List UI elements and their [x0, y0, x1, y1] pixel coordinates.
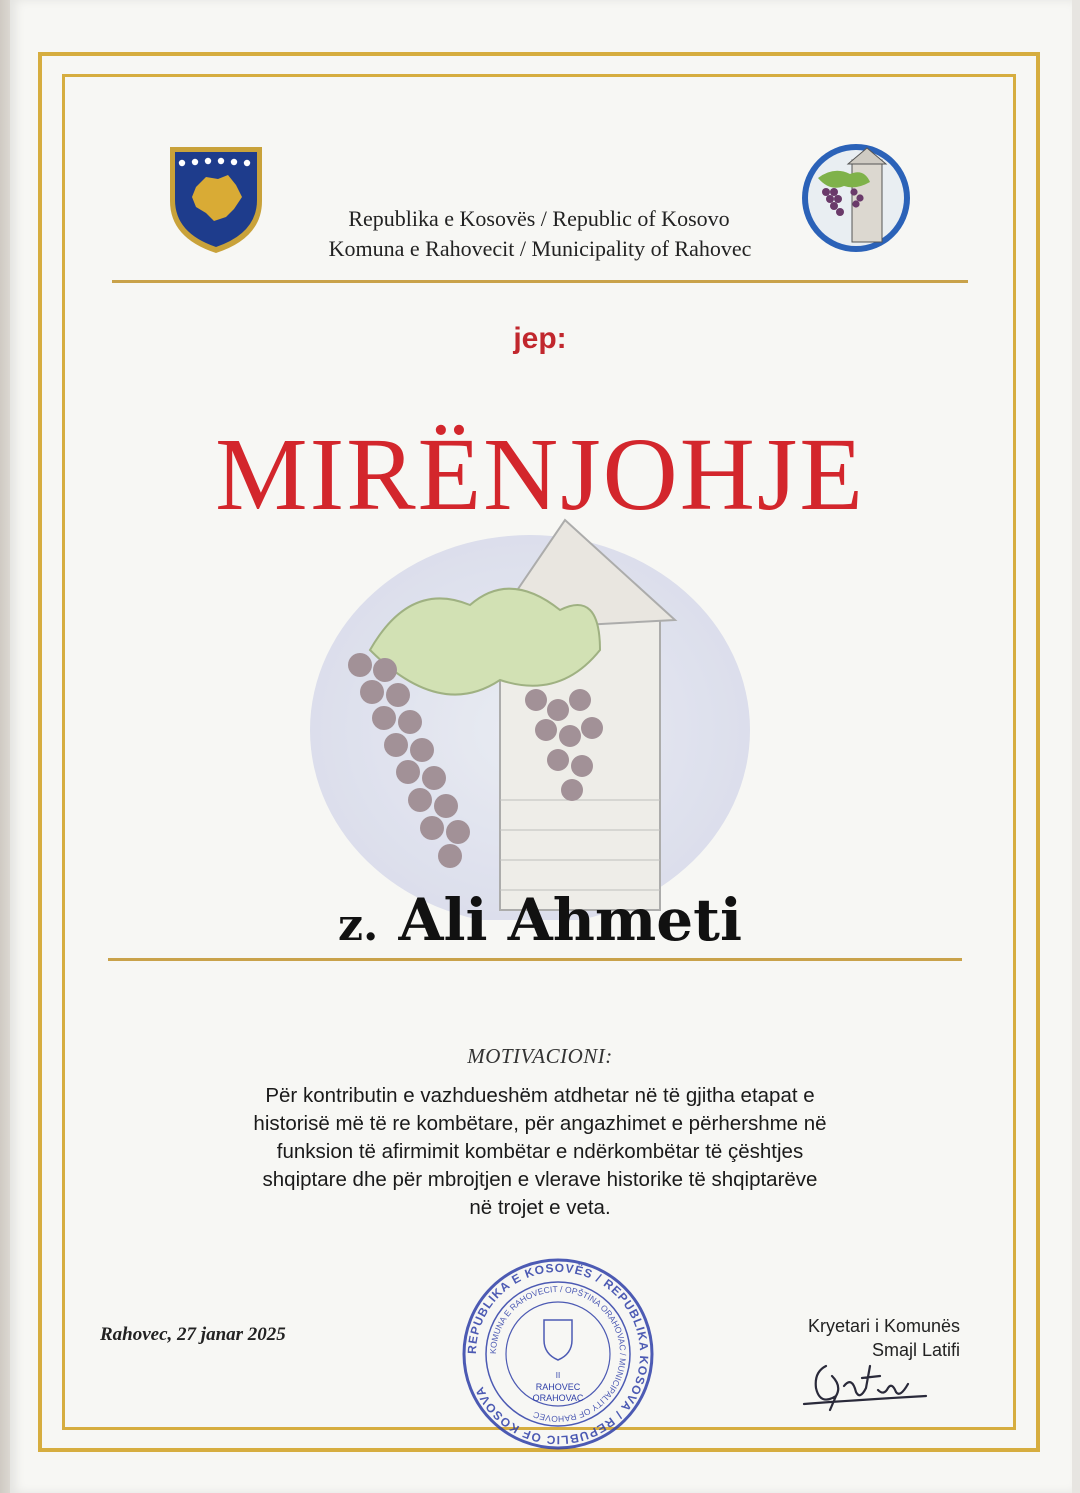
header-municipality: Komuna e Rahovecit / Municipality of Rahovec — [328, 236, 752, 261]
motivation-line: në trojet e veta. — [469, 1196, 611, 1219]
motivation-label: MOTIVACIONI: — [467, 1044, 613, 1068]
recipient-divider — [108, 958, 962, 961]
stamp-center-line1: RAHOVEC — [535, 1382, 581, 1392]
official-stamp-icon — [460, 1256, 656, 1452]
certificate-title: MIRËNJOHJE — [215, 417, 865, 532]
header-republic: Republika e Kosovës / Republic of Kosovo — [348, 206, 730, 231]
motivation-line: Për kontributin e vazhdueshëm atdhetar në të gjitha etapat e — [265, 1084, 815, 1107]
issue-date: Rahovec, 27 janar 2025 — [100, 1324, 286, 1345]
handwritten-signature-icon — [796, 1346, 946, 1416]
motivation-line: funksion të afirmimit kombëtar e ndërkombëtar të çështjes — [276, 1140, 804, 1163]
recipient-name: Ali Ahmeti — [398, 886, 743, 954]
recipient — [0, 886, 1080, 954]
recipient-prefix: z. — [337, 900, 379, 951]
svg-text:KOMUNA E RAHOVECIT / OPŠTINA O — [488, 1284, 628, 1424]
stamp-center-line2: ORAHOVAC — [532, 1393, 584, 1403]
stamp-inner-text: KOMUNA E RAHOVECIT / OPŠTINA ORAHOVAC / MUNICIPALITY OF RAHOVEC — [487, 1283, 629, 1425]
motivation-text — [170, 1082, 910, 1222]
motivation-line: historisë më të re kombëtare, për angazhimet e përhershme në — [253, 1112, 827, 1135]
signatory-name: Smajl Latifi — [871, 1340, 960, 1360]
jep-label: jep: — [513, 322, 567, 355]
header-divider — [112, 280, 968, 283]
stamp-outer-text: REPUBLIKA E KOSOVËS / REPUBLIKA KOSOVA / REPUBLIC OF KOSOVA — [464, 1260, 652, 1448]
tower-grapes-watermark-icon — [300, 500, 780, 920]
motivation-line: shqiptare dhe për mbrojtjen e vlerave historike të shqiptarëve — [262, 1168, 818, 1191]
stamp-number: II — [555, 1371, 561, 1380]
signatory-title: Kryetari i Komunës — [807, 1316, 960, 1336]
